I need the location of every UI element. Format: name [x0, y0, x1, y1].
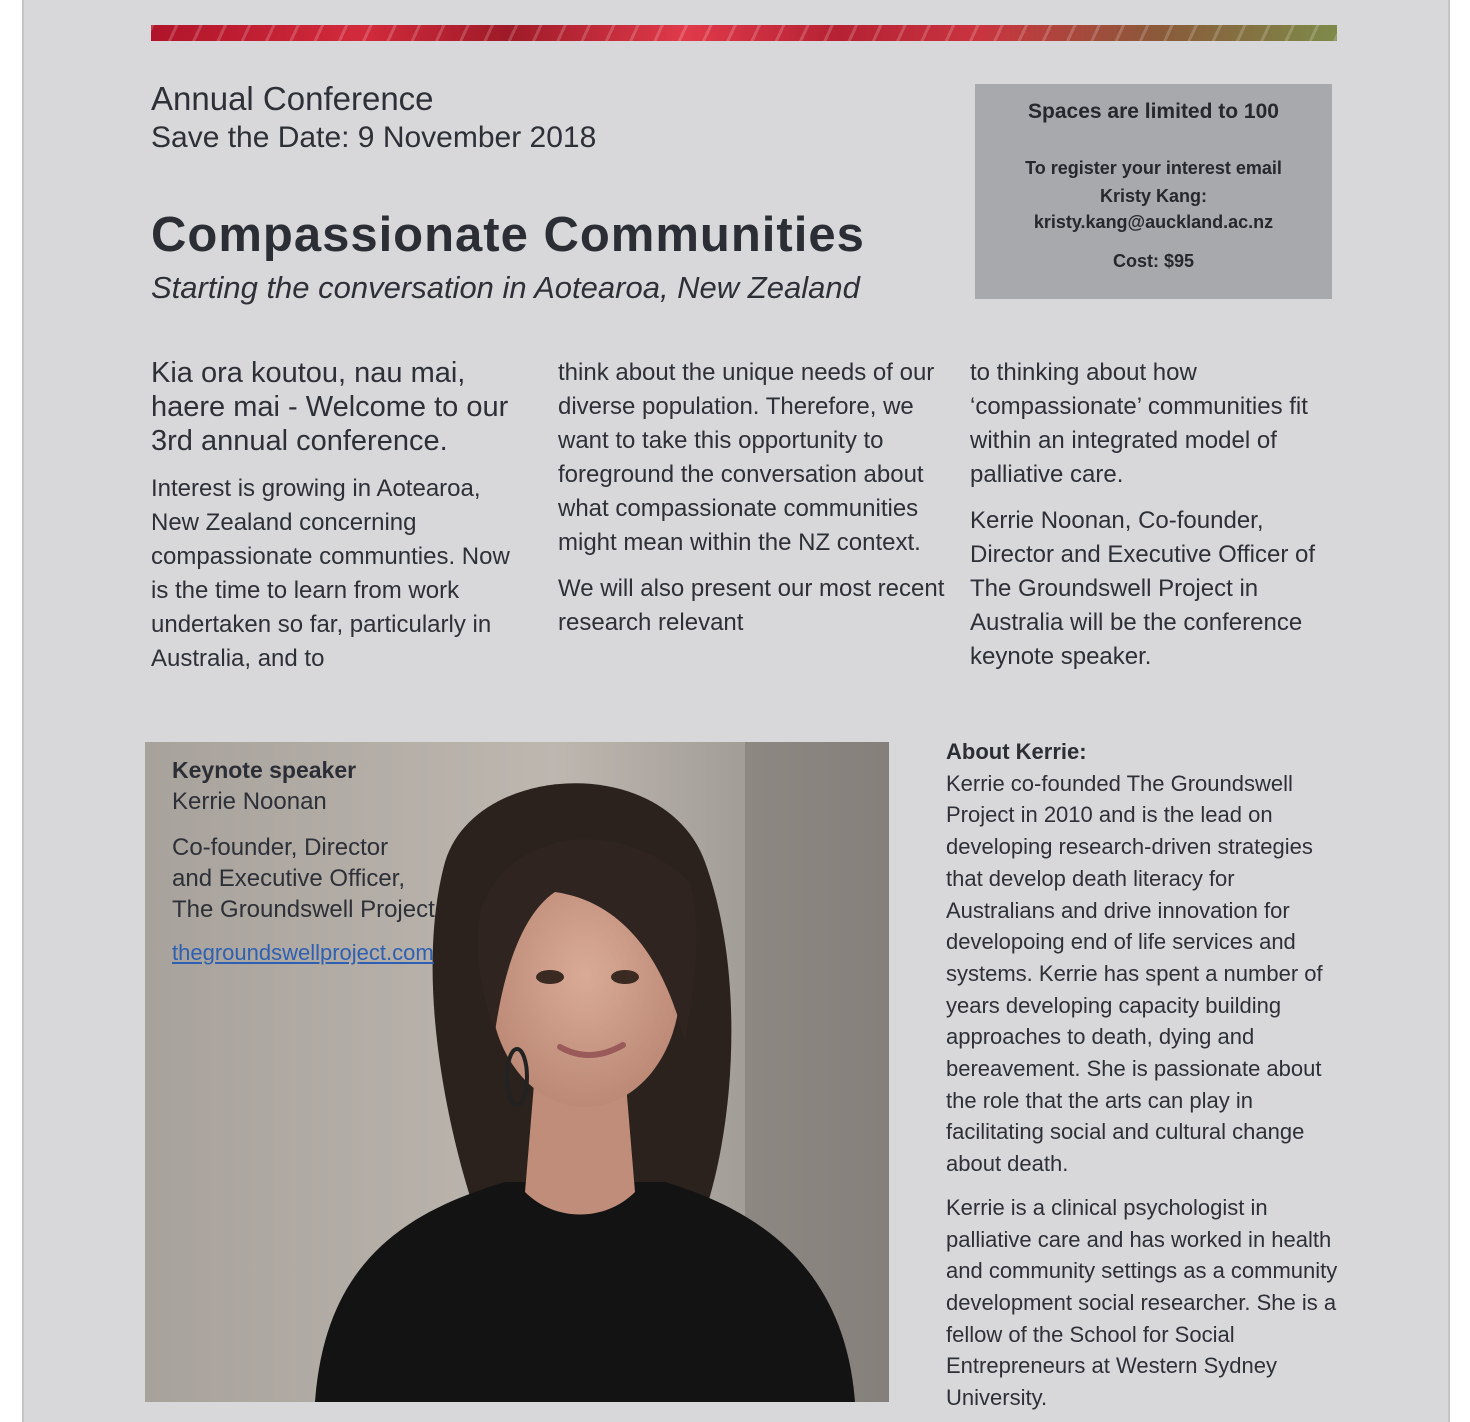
about-kerrie [946, 736, 1338, 1414]
keynote-role-line-2: and Executive Officer, [172, 865, 406, 892]
intro-para-2-part-2: to thinking about how ‘compassionate’ communities fit within an integrated model of palliative care. [970, 359, 1308, 488]
intro-para-3: Kerrie Noonan, Co-founder, Director and Executive Officer of The Groundswell Project in Australia will be the conference keynote speaker. [970, 507, 1316, 670]
register-email[interactable]: kristy.kang@auckland.ac.nz [1033, 212, 1274, 232]
keynote-name: Kerrie Noonan [172, 788, 327, 815]
intro-para-1-part-1: Interest is growing in Aotearoa, New Zealand concerning compassionate communties. Now is the time to learn from work undertaken so far, particularly in Australia, and to [151, 475, 510, 672]
about-para-2: Kerrie is a clinical psychologist in palliative care and has worked in health and community settings as a community development social researcher. She is a fellow of the School for Social Entrepreneurs at Western Sydney University. [946, 1194, 1338, 1411]
intro-column-3 [970, 356, 1340, 674]
keynote-label: Keynote speaker [172, 757, 357, 783]
page-title: Compassionate Communities [151, 208, 865, 262]
save-the-date-value: 9 November 2018 [357, 121, 597, 154]
intro-para-1-part-2: think about the unique needs of our diverse population. Therefore, we want to take this opportunity to foreground the conversation about what compassionate communities might mean within the NZ context. [558, 359, 935, 556]
about-para-1: Kerrie co-founded The Groundswell Project in 2010 and is the lead on developing research-driven strategies that develop death literacy for Australians and drive innovation for developoing end of life services and systems. Kerrie has spent a number of years developing capacity building approaches to death, dying and bereavement. She is passionate about the role that the arts can play in facilitating social and cultural change about death. [946, 770, 1323, 1177]
register-line-2: Kristy Kang: [1099, 186, 1207, 206]
register-line-1: To register your interest email [1025, 158, 1282, 178]
page-subtitle: Starting the conversation in Aotearoa, New Zealand [151, 270, 860, 305]
intro-column-2 [558, 356, 948, 640]
intro-column-1 [151, 356, 531, 676]
registration-infobox [975, 84, 1332, 299]
event-title: Annual Conference [151, 80, 434, 117]
keynote-role-line-1: Co-founder, Director [172, 834, 389, 861]
about-heading: About Kerrie: [946, 739, 1087, 764]
spaces-limit: Spaces are limited to 100 [1028, 100, 1279, 123]
cost-label: Cost: $95 [1112, 251, 1195, 271]
header-banner-image [151, 25, 1337, 41]
intro-para-2-part-1: We will also present our most recent research relevant [558, 575, 945, 636]
save-the-date: Save the Date: 9 November 2018 [151, 121, 597, 154]
welcome-heading: Kia ora koutou, nau mai, haere mai - Welcome to our 3rd annual conference. [151, 357, 509, 457]
keynote-role-line-3: The Groundswell Project [172, 896, 435, 923]
keynote-role [172, 832, 492, 925]
groundswell-website-link[interactable]: thegroundswellproject.com [172, 940, 434, 965]
save-the-date-label: Save the Date [151, 121, 342, 154]
register-instructions [975, 154, 1332, 210]
